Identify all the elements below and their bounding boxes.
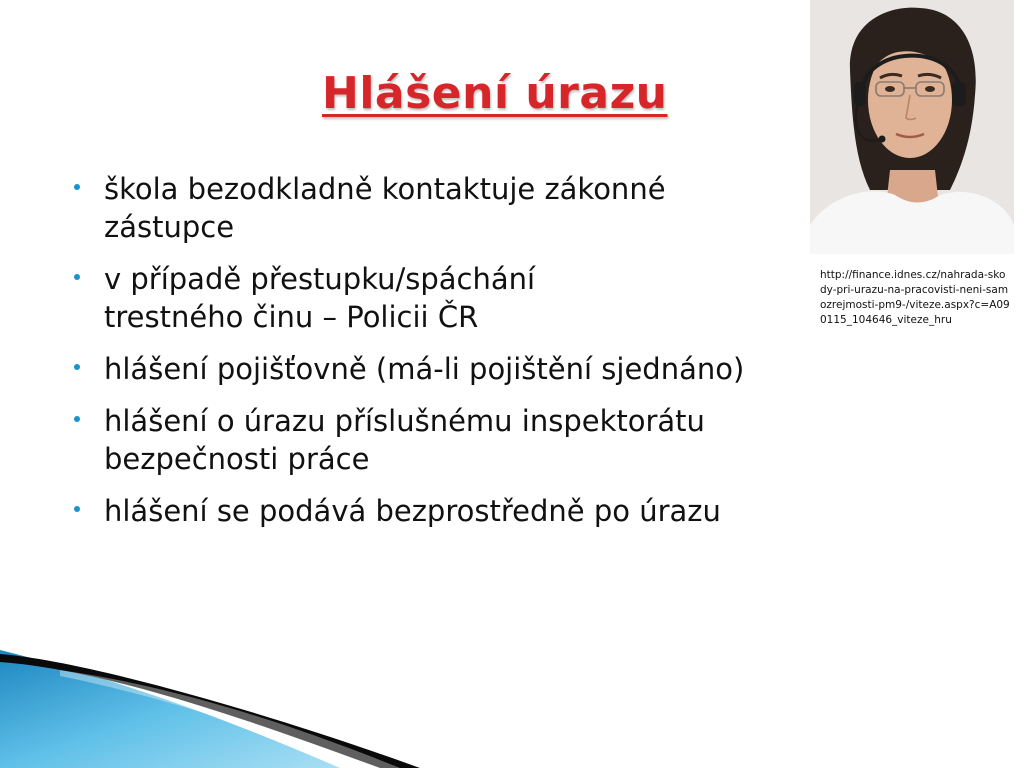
decorative-swoosh [0,640,1024,768]
bullet-list [74,170,894,544]
bullet-text: v případě přestupku/spáchání [104,262,536,296]
bullet-item [74,170,894,246]
bullet-item [74,350,894,388]
bullet-dot-icon [74,274,80,280]
bullet-text: hlášení se podává bezprostředně po úrazu [104,494,721,528]
bullet-dot-icon [74,506,80,512]
image-source-caption: http://finance.idnes.cz/nahrada-skody-pri-urazu-na-pracovisti-neni-samozrejmosti-pm9-/viteze.aspx?c=A090115_104646_viteze_hru [820,269,1010,326]
bullet-item [74,260,894,336]
bullet-text: zástupce [104,210,235,244]
slide-title: Hlášení úrazu [322,68,668,119]
bullet-dot-icon [74,416,80,422]
bullet-item [74,402,894,478]
bullet-dot-icon [74,184,80,190]
bullet-dot-icon [74,364,80,370]
bullet-text: hlášení o úrazu příslušnému inspektorátu [104,404,705,438]
bullet-item [74,492,894,530]
operator-headset-illustration [810,0,1014,254]
bullet-text: škola bezodkladně kontaktuje zákonné [104,172,666,206]
bullet-text: bezpečnosti práce [104,442,370,476]
bullet-text: hlášení pojišťovně (má-li pojištění sjednáno) [104,352,745,386]
operator-photo [810,0,1014,254]
bullet-text: trestného činu – Policii ČR [104,300,479,334]
